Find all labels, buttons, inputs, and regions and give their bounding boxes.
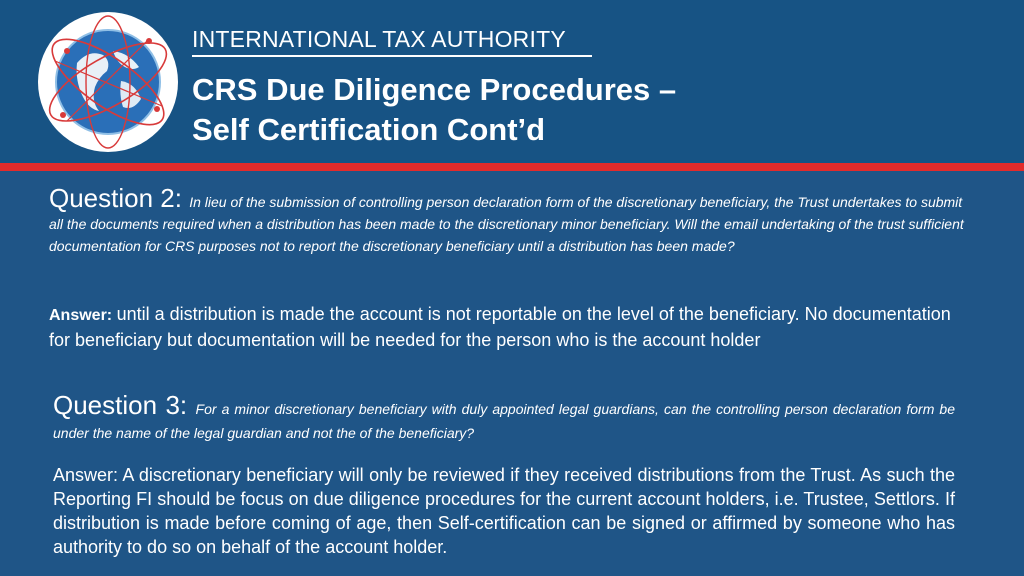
title-line-1: CRS Due Diligence Procedures –: [192, 72, 677, 107]
page-title: [192, 70, 676, 150]
main-content: [0, 171, 1024, 576]
question-2: [49, 185, 969, 257]
question-3: [53, 392, 955, 445]
header: [0, 0, 1024, 163]
answer-2-text: until a distribution is made the account is not reportable on the level of the beneficiary. No documentation for beneficiary but documentation will be needed for the person who is the account holder: [49, 304, 951, 350]
question-2-label: Question 2:: [49, 183, 190, 213]
answer-3-text: Answer: A discretionary beneficiary will only be reviewed if they received distributions from the Trust. As such the Reporting FI should be focus on due diligence procedures for the current account holders, i.e. Trustee, Settlors. If distribution is made before coming of age, then Self-certification can be signed or affirmed by someone who has authority to do so on behalf of the account holder.: [53, 465, 955, 557]
question-3-text: For a minor discretionary beneficiary with duly appointed legal guardians, can the controlling person declaration form be under the name of the legal guardian and not the of the beneficiary?: [53, 401, 955, 441]
title-line-2: Self Certification Cont’d: [192, 112, 546, 147]
question-2-text: In lieu of the submission of controlling person declaration form of the discretionary beneficiary, the Trust undertakes to submit all the documents required when a distribution has been made to the discretionary minor beneficiary. Will the email undertaking of the trust sufficient documentation for CRS purposes not to report the discretionary beneficiary until a distribution has been made?: [49, 194, 964, 254]
answer-2-label: Answer:: [49, 307, 117, 324]
red-divider: [0, 163, 1024, 171]
answer-2: [49, 302, 969, 352]
question-3-label: Question 3:: [53, 390, 196, 420]
answer-3: [53, 463, 955, 559]
globe-logo-icon: [37, 11, 179, 153]
organization-name: INTERNATIONAL TAX AUTHORITY: [192, 26, 566, 52]
org-name-underline: [192, 55, 592, 57]
